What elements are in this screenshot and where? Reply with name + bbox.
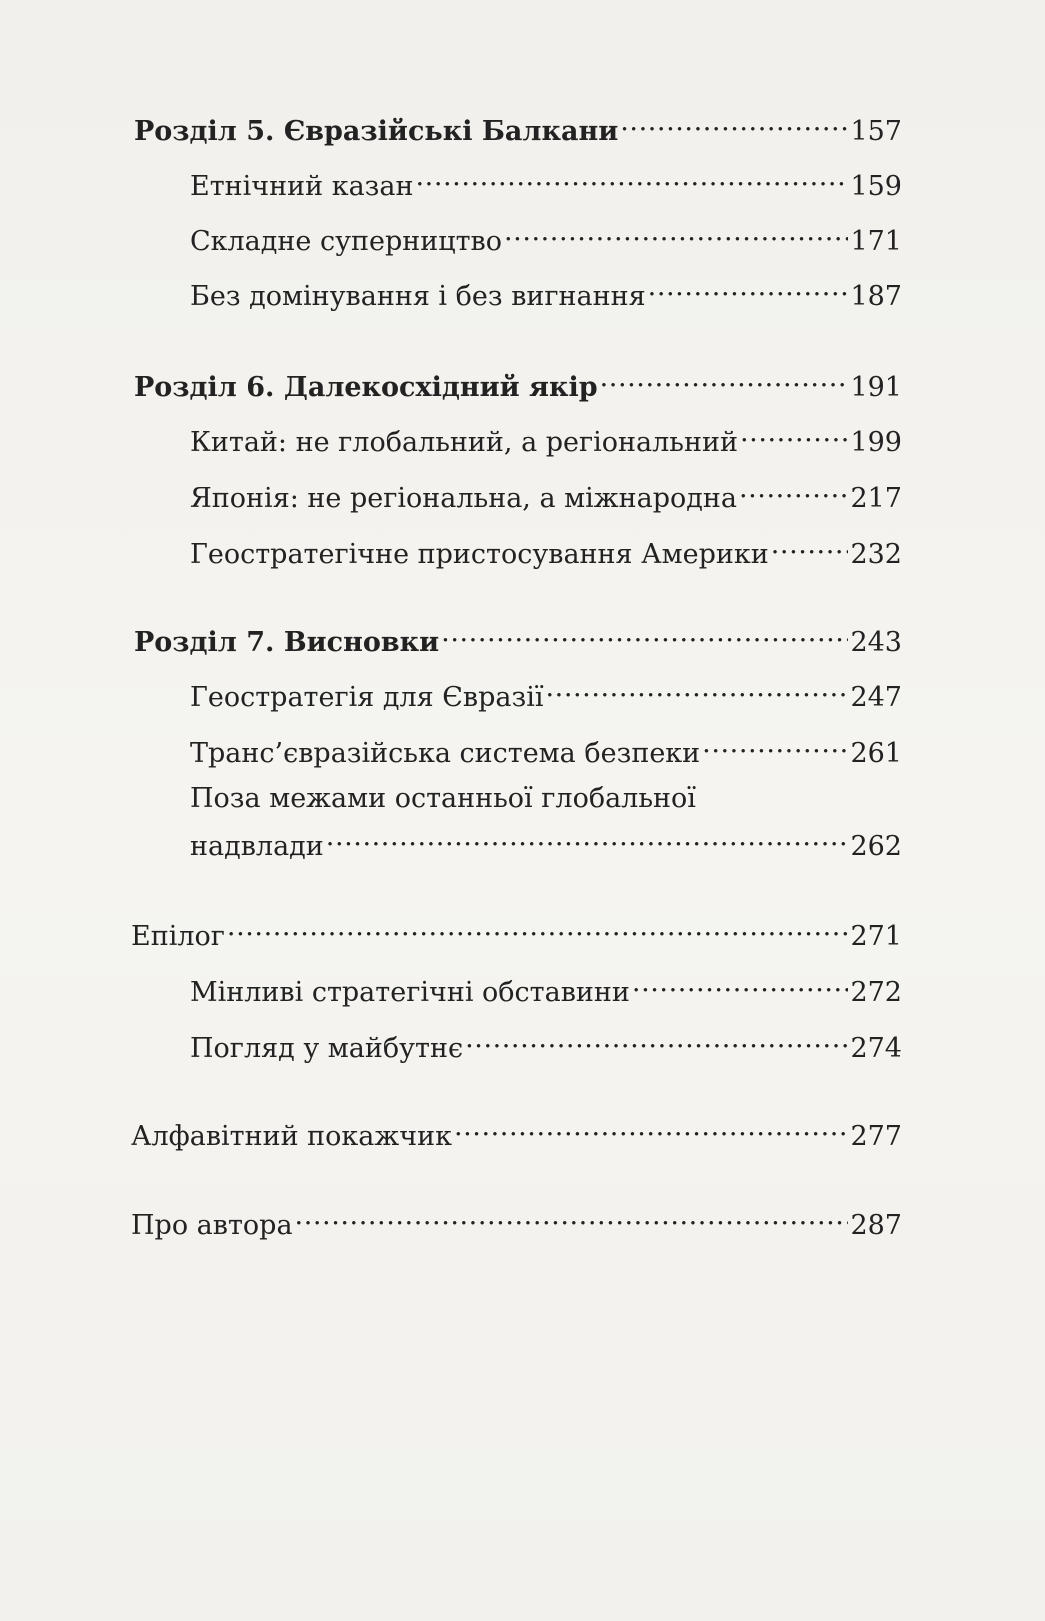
toc-section [190,415,902,461]
toc-entry-page: 262 [850,831,902,862]
toc-entry-page: 187 [850,281,902,312]
toc-epilogue [131,909,902,955]
dot-leader [739,471,848,507]
toc-section [190,269,902,315]
toc-section [190,527,902,573]
dot-leader [740,415,848,451]
dot-leader [326,819,849,855]
toc-section [190,214,902,260]
toc-index [131,1109,902,1155]
dot-leader [295,1198,849,1234]
toc-section [190,819,902,865]
toc-entry-title: Мінливі стратегічні обставини [190,977,630,1008]
toc-entry-page: 191 [850,372,902,403]
dot-leader [620,104,848,140]
toc-entry-page: 247 [850,682,902,713]
toc-entry-title: Китай: не глобальний, а регіональний [190,427,738,458]
toc-section [190,670,902,716]
toc-entry-title: Розділ 5. Євразійські Балкани [134,116,619,147]
toc-entry-title: Етнічний казан [190,171,414,202]
toc-entry-page: 277 [850,1121,902,1152]
dot-leader [648,269,849,305]
dot-leader [702,726,848,762]
toc-entry-page: 287 [850,1210,902,1241]
toc-section [190,471,902,517]
toc-entry-title: Алфавітний покажчик [131,1121,452,1152]
toc-chapter-7 [134,615,902,661]
toc-chapter-6 [134,360,902,406]
toc-entry-page: 159 [850,171,902,202]
dot-leader [416,159,849,195]
toc-entry-title: Погляд у майбутнє [190,1033,464,1064]
toc-section [190,726,902,772]
toc-entry-page: 261 [850,738,902,769]
dot-leader [465,1021,848,1057]
dot-leader [454,1109,848,1145]
toc-entry-page: 274 [850,1033,902,1064]
toc-entry-title: Японія: не регіональна, а міжнародна [190,483,737,514]
toc-section [190,1021,902,1067]
toc-entry-title: Епілог [131,921,225,952]
toc-entry-title: Геостратегія для Євразії [190,682,544,713]
dot-leader [771,527,849,563]
toc-entry-title: Розділ 6. Далекосхідний якір [134,372,598,403]
toc-entry-page: 243 [850,627,902,658]
toc-section [190,965,902,1011]
toc-entry-page: 271 [850,921,902,952]
toc-entry-title: Геостратегічне пристосування Америки [190,539,769,570]
dot-leader [441,615,848,651]
toc-entry-page: 232 [850,539,902,570]
dot-leader [632,965,849,1001]
toc-entry-title: Транс’євразійська система безпеки [190,738,701,769]
toc-entry-title: Складне суперництво [190,226,502,257]
toc-entry-title-line1: Поза межами останньої глобальної [190,783,696,814]
toc-entry-page: 217 [850,483,902,514]
toc-entry-page: 272 [850,977,902,1008]
toc-entry-title-line2: надвлади [190,831,324,862]
toc-entry-title: Без домінування і без вигнання [190,281,646,312]
dot-leader [600,360,849,396]
dot-leader [227,909,849,945]
toc-entry-title: Про автора [131,1210,293,1241]
toc-entry-page: 171 [850,226,902,257]
toc-entry-title: Розділ 7. Висновки [134,627,440,658]
dot-leader [546,670,849,706]
dot-leader [504,214,848,250]
toc-about-author [131,1198,902,1244]
toc-entry-page: 199 [850,427,902,458]
toc-section [190,159,902,205]
toc-entry-page: 157 [850,116,902,147]
toc-chapter-5 [134,104,902,150]
